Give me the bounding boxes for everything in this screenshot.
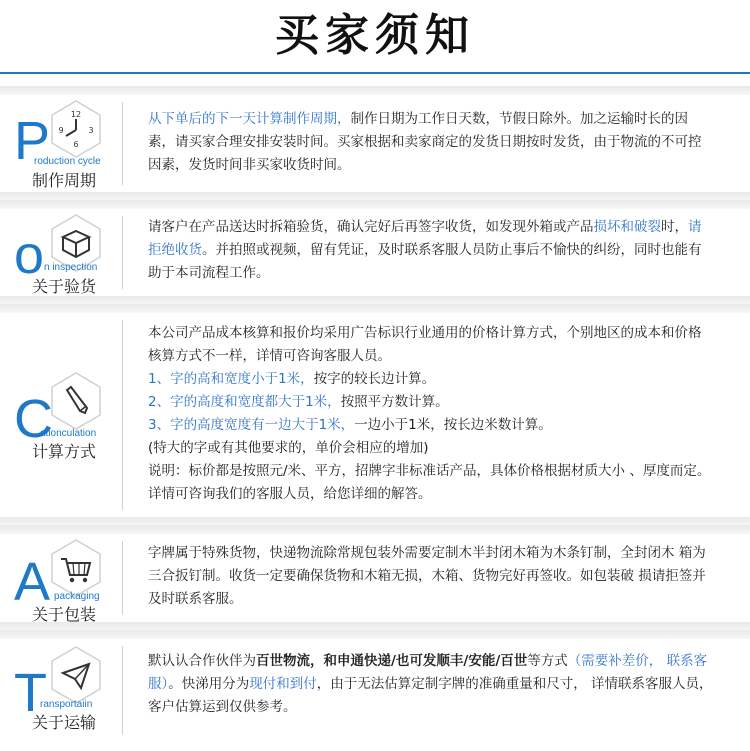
section-letter: C: [14, 389, 53, 449]
section-packaging: [0, 525, 750, 631]
section-english-label: ationculation: [40, 428, 97, 439]
section-calculation: [0, 304, 750, 526]
section-english-label: roduction cycle: [34, 156, 101, 167]
page-title: 买家须知: [275, 10, 475, 61]
highlight-text: 损坏和破裂: [593, 219, 661, 235]
section-title: 关于验货: [32, 277, 97, 296]
section-letter: T: [14, 663, 47, 723]
section-body: 本公司产品成本核算和报价均采用广告标识行业通用的价格计算方式，个别地区的成本和价格核算方式不一样，详情可咨询客服人员。 1、字的高和宽度小于1米，按字的较长边计算。 2、字的高度和宽度都大于1米，按照平方数计算。 3、字的高度宽度有一边大于1米，一边小于1米，按长边米数计算。 (特大的字或有其他要求的，单价会相应的增加) 说明：标价都是按照元/米、平方，招牌字非标准话产品，具体价格根据材质大小 、厚度而定。详情可咨询我们的客服人员，给您详细的解答。: [148, 325, 711, 502]
section-title: 关于包装: [32, 605, 97, 624]
section-body: 默认认合作伙伴为百世物流，和申通快递/也可发顺丰/安能/百世等方式（需要补差价， 联系客服）。快涕用分为现付和到付，由于无法估算定制字牌的准确重量和尺寸， 详情联系客服人员，客户估算运到仅供参考。: [148, 653, 713, 715]
section-body: [148, 108, 714, 177]
section-transport: [0, 630, 750, 751]
section-body: 请客户在产品送达时拆箱验货，确认完好后再签字收货，如发现外箱或产品损坏和破裂时，请拒绝收货。并拍照或视频，留有凭证，及时联系客服人员防止事后不愉快的纠纷，同时也能有助于本司流程工作。: [148, 219, 702, 281]
section-title: 关于运输: [32, 713, 97, 732]
svg-text:3: 3: [88, 126, 94, 135]
section-production-cycle: [0, 86, 750, 201]
paper-plane-icon: [45, 644, 107, 706]
svg-text:9: 9: [58, 126, 64, 135]
section-inspection: [0, 200, 750, 305]
highlight-text: 1、字的高和宽度小于1米，: [148, 371, 314, 387]
svg-text:12: 12: [70, 110, 82, 119]
pencil-icon: [45, 370, 107, 432]
shopping-cart-icon: [45, 537, 107, 599]
section-divider: [122, 102, 123, 185]
section-letter: A: [14, 552, 51, 612]
section-english-label: ransportaiin: [40, 699, 93, 710]
highlight-text: 请拒绝收货: [148, 219, 702, 258]
bold-text: 百世物流，和申通快递/也可发顺丰/安能/百世: [256, 653, 528, 669]
section-divider: [122, 216, 123, 289]
section-divider: [122, 646, 123, 735]
section-body: 字牌属于特殊货物，快递物流除常规包装外需要定制木半封闭木箱为木条钉制，全封闭木 箱为三合扳钉制。收货一定要确保货物和木箱无损，木箱、货物完好再签收。如包装破 损请拒签并及时联系客服。: [148, 545, 706, 607]
section-divider: [122, 320, 123, 510]
clock-icon: [45, 98, 107, 160]
svg-text:6: 6: [73, 140, 79, 149]
section-english-label: packaging: [54, 591, 100, 602]
highlight-text: 2、字的高度和宽度都大于1米，: [148, 394, 341, 410]
section-letter: P: [14, 111, 51, 171]
section-title: 计算方式: [32, 442, 97, 461]
highlight-text: 3、字的高度宽度有一边大于1米，: [148, 417, 355, 433]
title-underline: [0, 72, 750, 74]
section-english-label: n inspection: [44, 262, 98, 273]
highlight-text: 现付和到付: [249, 676, 317, 692]
section-title: 制作周期: [32, 171, 97, 190]
section-letter: o: [14, 225, 45, 285]
highlight-text: 从下单后的下一天计算制作周期，: [148, 111, 351, 127]
highlight-text: （需要补差价， 联系客服）: [148, 653, 708, 692]
body-text: 制作日期为工作日天数，节假日除外。加之运输时长的因素，请买家合理安排安装时间。买家根据和卖家商定的发货日期按时发货，由于物流的不可控因素，发货时间非买家收货时间。: [148, 111, 702, 173]
section-divider: [122, 541, 123, 615]
